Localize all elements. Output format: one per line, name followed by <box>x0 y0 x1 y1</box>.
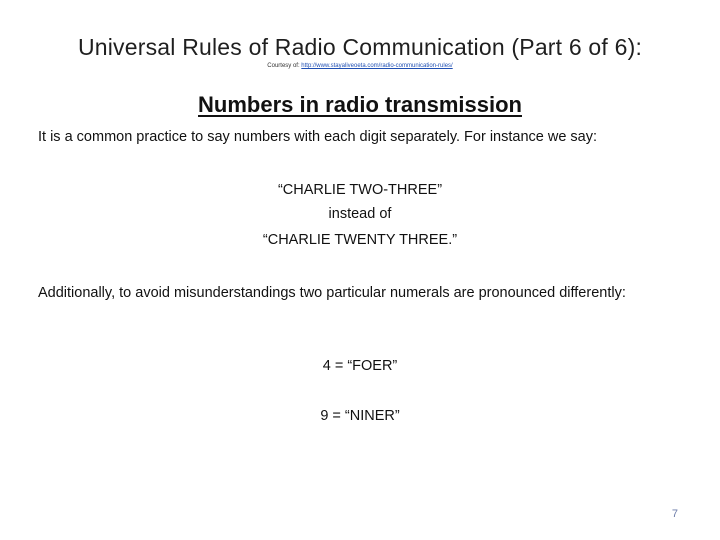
courtesy-link[interactable]: http://www.stayaliveoeta.com/radio-communication-rules/ <box>301 63 453 69</box>
numeral-line-9: 9 = “NINER” <box>320 408 400 424</box>
intro-text: It is a common practice to say numbers with each digit separately. For instance we say: <box>38 129 598 145</box>
example-line-2: instead of <box>328 206 392 222</box>
courtesy-prefix: Courtesy of: <box>267 63 302 69</box>
slide-title: Universal Rules of Radio Communication (Part 6 of 6): <box>77 34 643 60</box>
paragraph-2: Additionally, to avoid misunderstandings two particular numerals are pronounced differently: <box>38 285 626 301</box>
example-line-1: “CHARLIE TWO-THREE” <box>277 182 443 198</box>
section-heading: Numbers in radio transmission <box>198 92 522 117</box>
numeral-line-4: 4 = “FOER” <box>322 358 398 374</box>
courtesy-line <box>0 62 720 70</box>
example-line-3: “CHARLIE TWENTY THREE.” <box>262 232 458 248</box>
page-number: 7 <box>671 508 678 520</box>
